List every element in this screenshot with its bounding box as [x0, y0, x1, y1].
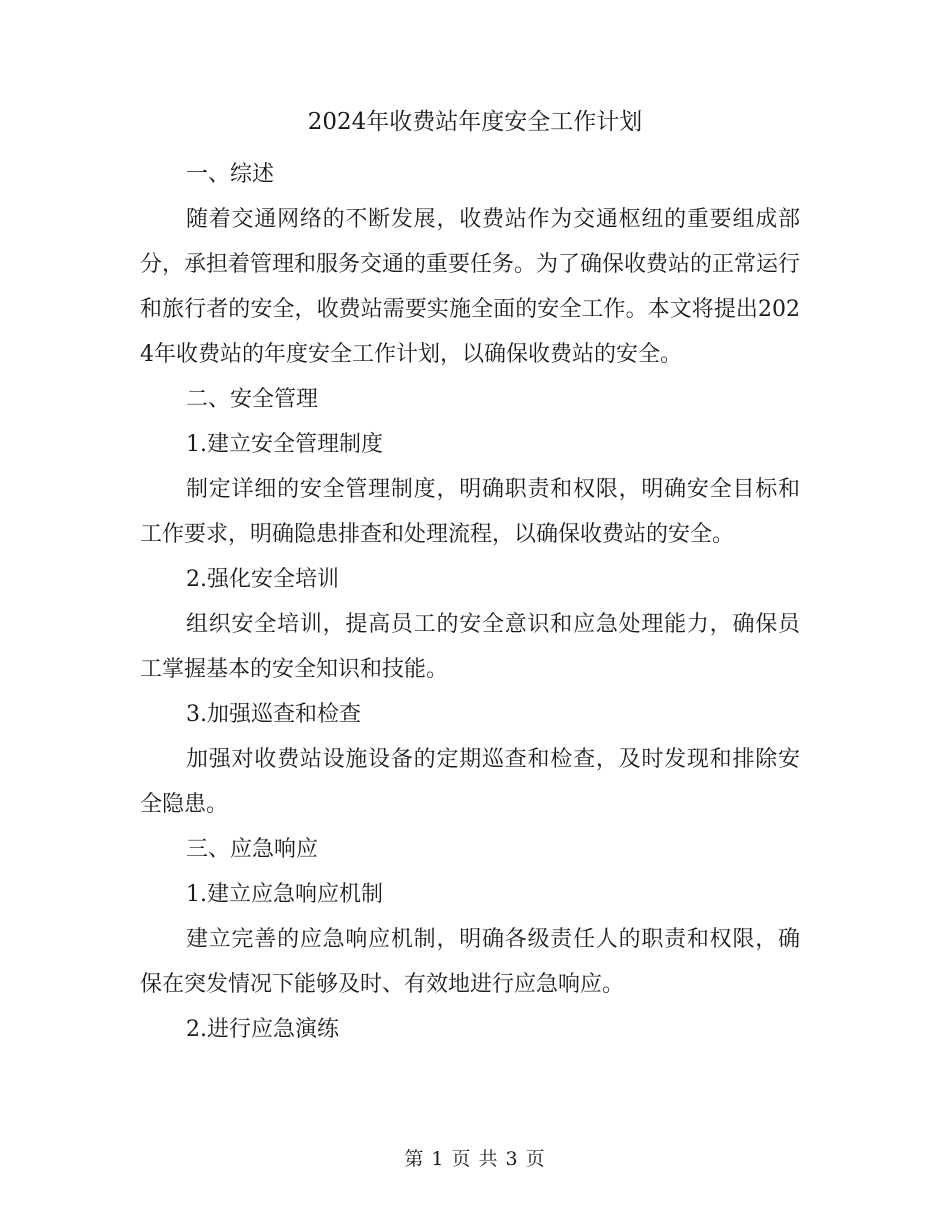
subsection-heading: 1.建立应急响应机制	[186, 882, 383, 907]
document-title: 2024年收费站年度安全工作计划	[307, 109, 643, 135]
page-footer: 第 1 页 共 3 页	[404, 1148, 546, 1170]
document-body	[140, 152, 800, 1052]
subsection-heading: 2.进行应急演练	[186, 1017, 339, 1042]
paragraph: 加强对收费站设施设备的定期巡查和检查，及时发现和排除安全隐患。	[140, 747, 800, 817]
subsection-heading: 2.强化安全培训	[186, 567, 339, 592]
paragraph: 建立完善的应急响应机制，明确各级责任人的职责和权限，确保在突发情况下能够及时、有效地进行应急响应。	[140, 927, 800, 997]
subsection-heading: 3.加强巡查和检查	[186, 702, 361, 727]
section-heading: 三、应急响应	[186, 837, 319, 862]
subsection-heading: 1.建立安全管理制度	[186, 432, 383, 457]
paragraph: 组织安全培训，提高员工的安全意识和应急处理能力，确保员工掌握基本的安全知识和技能。	[140, 612, 800, 682]
paragraph: 随着交通网络的不断发展，收费站作为交通枢纽的重要组成部分，承担着管理和服务交通的重要任务。为了确保收费站的正常运行和旅行者的安全，收费站需要实施全面的安全工作。本文将提出2024年收费站的年度安全工作计划，以确保收费站的安全。	[140, 207, 801, 367]
section-heading: 一、综述	[186, 162, 275, 187]
paragraph: 制定详细的安全管理制度，明确职责和权限，明确安全目标和工作要求，明确隐患排查和处理流程，以确保收费站的安全。	[140, 477, 800, 547]
section-heading: 二、安全管理	[186, 387, 319, 412]
